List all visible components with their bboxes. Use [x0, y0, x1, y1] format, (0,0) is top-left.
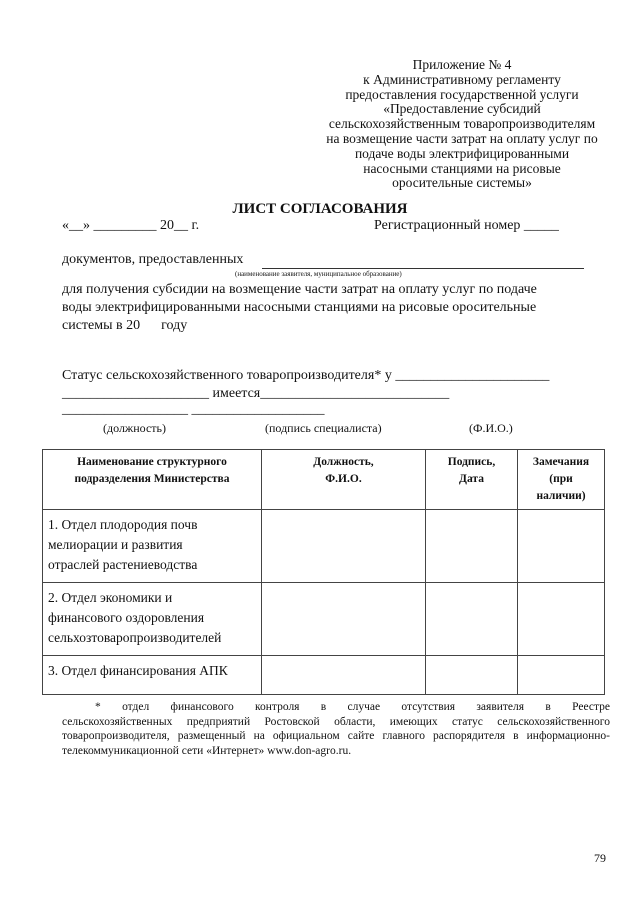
- footnote-first-line: * отдел финансового контроля в случае отсутствия заявителя в Реестре: [95, 701, 610, 713]
- document-title: ЛИСТ СОГЛАСОВАНИЯ: [232, 201, 408, 217]
- page-number: 79: [594, 851, 606, 865]
- appendix-line: на возмещение части затрат на оплату услуг по: [326, 130, 598, 146]
- header-signature-date: Подпись, Дата: [426, 450, 518, 510]
- appendix-line: подаче воды электрифицированными: [354, 145, 570, 161]
- signature-label: (подпись специалиста): [265, 421, 382, 435]
- purpose-line-2: воды электрифицированными насосными станциями на рисовые оросительные: [62, 300, 537, 315]
- position-cell[interactable]: [262, 656, 426, 695]
- appendix-line: Приложение № 4: [412, 57, 512, 72]
- table-row: [43, 583, 605, 656]
- signature-cell[interactable]: [426, 510, 518, 583]
- appendix-header: [312, 58, 612, 191]
- purpose-line-3: системы в 20 году: [62, 318, 188, 333]
- remarks-cell[interactable]: [518, 583, 605, 656]
- department-cell: 3. Отдел финансирования АПК: [43, 656, 262, 695]
- position-cell[interactable]: [262, 583, 426, 656]
- appendix-line: насосными станциями на рисовые: [363, 160, 561, 176]
- appendix-line: предоставления государственной услуги: [345, 86, 579, 102]
- department-cell: 2. Отдел экономики и финансового оздоровления сельхозтоваропроизводителей: [43, 583, 262, 656]
- exists-line: _____________________ имеется___________________________: [62, 386, 450, 401]
- footnote-text: сельскохозяйственных предприятий Ростовской области, имеющих статус сельскохозяйственного товаропроизводителя, размещенный на официальном сайте главного распорядителя в информационно-телекоммуникационной сети «Интернет» www.don-agro.ru.: [62, 715, 610, 757]
- signature-cell[interactable]: [426, 656, 518, 695]
- status-line: Статус сельскохозяйственного товаропроизводителя* у ______________________: [62, 368, 550, 383]
- table-row: [43, 510, 605, 583]
- signature-cell[interactable]: [426, 583, 518, 656]
- appendix-line: оросительные системы»: [392, 175, 532, 191]
- header-remarks: Замечания (при наличии): [518, 450, 605, 510]
- footnote: [62, 700, 610, 758]
- appendix-line: «Предоставление субсидий: [383, 101, 541, 117]
- date-line: «__» _________ 20__ г.: [62, 218, 200, 233]
- header-department: Наименование структурного подразделения Министерства: [43, 450, 262, 510]
- applicant-hint: (наименование заявителя, муниципальное образование): [235, 270, 402, 278]
- purpose-line-1: для получения субсидии на возмещение части затрат на оплату услуг по подаче: [62, 282, 537, 297]
- table-header-row: [43, 450, 605, 510]
- name-label: (Ф.И.О.): [469, 421, 513, 435]
- registration-number: Регистрационный номер _____: [374, 218, 559, 233]
- table-row: [43, 656, 605, 695]
- department-cell: 1. Отдел плодородия почв мелиорации и развития отраслей растениеводства: [43, 510, 262, 583]
- appendix-line: сельскохозяйственным товаропроизводителям: [328, 116, 596, 132]
- remarks-cell[interactable]: [518, 656, 605, 695]
- position-cell[interactable]: [262, 510, 426, 583]
- appendix-line: к Административному регламенту: [363, 71, 561, 87]
- approval-table: [42, 449, 605, 695]
- applicant-blank-line: [262, 268, 584, 269]
- header-position-name: Должность, Ф.И.О.: [262, 450, 426, 510]
- remarks-cell[interactable]: [518, 510, 605, 583]
- signature-blank-line: __________________ ___________________: [62, 402, 325, 417]
- position-label: (должность): [103, 421, 166, 435]
- documents-label: документов, предоставленных: [62, 252, 244, 267]
